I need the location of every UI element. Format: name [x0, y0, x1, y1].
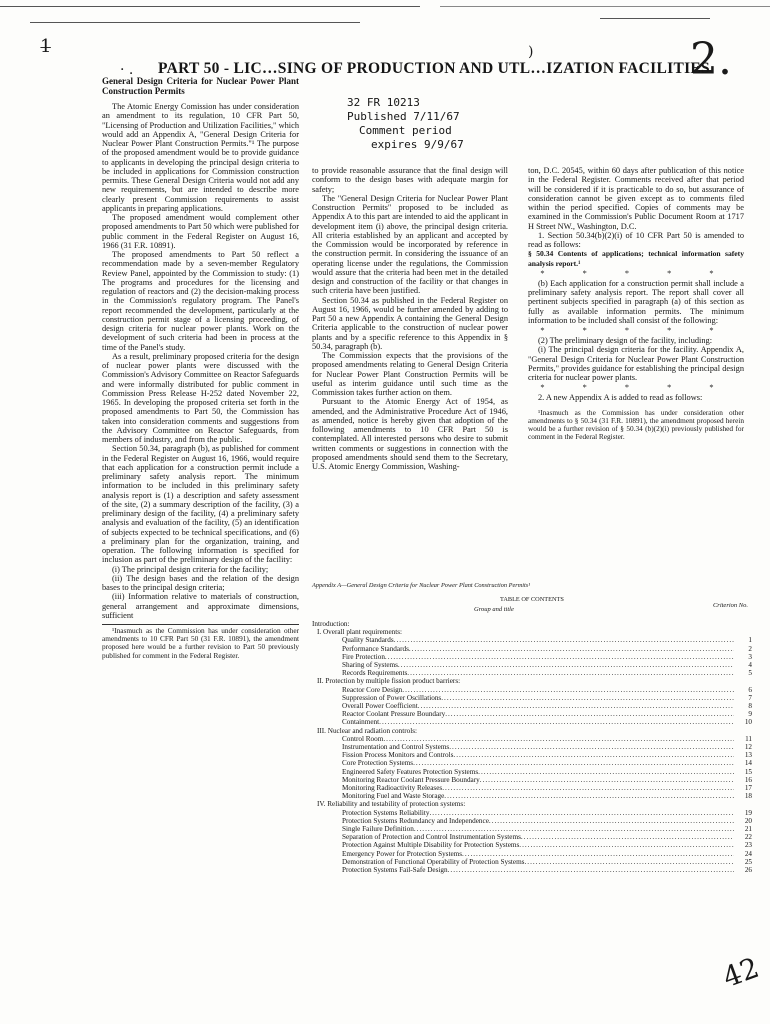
stamp-line: Published 7/11/67	[347, 110, 460, 123]
toc-row-label: Single Failure Definition	[342, 825, 414, 834]
toc-row-leader	[398, 661, 734, 669]
header-leader: · .	[120, 62, 134, 78]
toc-row-number: 8	[748, 702, 752, 711]
toc-row-leader	[524, 858, 734, 866]
toc-title: TABLE OF CONTENTS	[500, 596, 564, 603]
toc-row-leader	[444, 792, 734, 800]
paragraph: 1. Section 50.34(b)(2)(i) of 10 CFR Part 50 is amended to read as follows:	[528, 230, 744, 249]
toc-row	[312, 677, 752, 685]
paragraph: The proposed amendments to Part 50 reflect a recommendation made by a seven-member Regulatory Review Panel, appointed by the Commission to study: (1) The programs and procedures for the licensing and regulation of reactors and (2) the decision-making process in the Commission's regulatory program. The Panel's report recommended the development, particularly at the construction permit stage of a licensing proceeding, of design criteria for nuclear power plants. Work on the development of such criteria had been in process at the time of the Panel's study.	[102, 250, 299, 352]
stamp-line: Comment period	[359, 124, 452, 137]
toc-row-number	[734, 628, 752, 636]
toc-row-label: Core Protection Systems	[342, 759, 414, 768]
toc-row-number: 20	[744, 816, 752, 825]
toc-row-label: Reactor Core Design	[342, 685, 403, 694]
ellipsis-stars: * * * * *	[540, 383, 732, 393]
section-heading: § 50.34 Contents of applications; technical information safety analysis report.¹	[528, 249, 744, 268]
toc-row-number: 14	[744, 759, 752, 768]
toc-row-label: Sharing of Systems	[342, 661, 398, 670]
toc-row-number: 10	[744, 718, 752, 727]
toc-row-label: IV. Reliability and testability of protection systems:	[317, 800, 466, 809]
handwritten-left-mark: 1̶	[40, 36, 52, 57]
paragraph: Pursuant to the Atomic Energy Act of 1954, as amended, and the Administrative Procedure Act of 1946, as amended, notice is hereby given that adoption of the following amendments to 10 CFR Part 50 is contemplated. All interested persons who desire to submit written comments or suggestions in connection with the proposed amendments should send them to the Secretary, U.S. Atomic Energy Commission, Washing-	[312, 397, 508, 471]
toc-row-leader	[394, 636, 734, 644]
toc-row	[312, 850, 752, 858]
stamp-line: expires 9/9/67	[371, 138, 464, 151]
toc-row-number: 5	[748, 669, 752, 678]
toc-row-number	[734, 620, 752, 628]
toc-row-label: Engineered Safety Features Protection Systems	[342, 767, 479, 776]
toc-row-label: Fire Protection	[342, 652, 385, 661]
toc-row	[312, 833, 752, 841]
top-rule-3	[600, 18, 710, 19]
toc-row-leader	[442, 784, 734, 792]
toc-row	[312, 727, 752, 735]
toc-row-number: 17	[744, 784, 752, 793]
paragraph: The "General Design Criteria for Nuclear Power Plant Construction Permits" proposed to be included as Appendix A to this part are intended to aid the applicant in development item (i) above, the principal design criteria. All criteria established by an applicant and accepted by the Commission would be incorporated by reference in the construction permit. In considering the issuance of an operating license under the regulations, the Commission would assure that the criteria had been met in the detailed design and construction of the facility or that changes in such criteria have been justified.	[312, 193, 508, 296]
appendix-title: Appendix A—General Design Criteria for Nuclear Power Plant Construction Permits¹	[312, 582, 531, 589]
toc-row-leader	[478, 768, 734, 776]
toc-row-label: Control Room	[342, 734, 384, 743]
toc-row	[312, 817, 752, 825]
footnote: ¹Inasmuch as the Commission has under consideration other amendments to § 50.34 (31 F.R. 10891), the amendment proposed herein would be a further revision of § 50.34 (b)(2)(i) previously published for comment in the Federal Register.	[528, 407, 744, 442]
top-rule-2	[30, 22, 360, 23]
toc-row-label: Demonstration of Functional Operability of Protection Systems	[342, 857, 525, 866]
toc-row-leader	[402, 686, 734, 694]
toc-row-leader	[462, 850, 734, 858]
toc-row-number: 1	[748, 636, 752, 645]
toc-row-label: Monitoring Radioactivity Releases	[342, 784, 443, 793]
toc-row	[312, 702, 752, 710]
toc-row-number: 15	[744, 767, 752, 776]
toc-row-label: Instrumentation and Control Systems	[342, 743, 450, 752]
toc-row-leader	[453, 751, 734, 759]
toc-row-leader	[489, 817, 734, 825]
toc-row-leader	[519, 841, 734, 849]
toc-row	[312, 866, 752, 874]
toc-row	[312, 759, 752, 767]
paragraph: (iii) Information relative to materials of construction, general arrangement and approximate dimensions, sufficient	[102, 592, 299, 620]
paragraph: The proposed amendment would complement other proposed amendments to Part 50 which were published for public comment in the Federal Register on August 16, 1966 (31 F.R. 10891).	[102, 213, 299, 250]
toc-row-leader	[385, 653, 734, 661]
toc-row-label: Reactor Coolant Pressure Boundary	[342, 710, 446, 719]
toc-row-number: 13	[744, 751, 752, 760]
toc-row-number: 9	[748, 710, 752, 719]
toc-row-number: 21	[744, 825, 752, 834]
toc-row-leader	[445, 710, 734, 718]
toc-row-leader	[441, 694, 734, 702]
toc-row-leader	[407, 669, 734, 677]
toc-row-label: II. Protection by multiple fission product barriers:	[317, 677, 461, 686]
toc-row-leader	[480, 776, 734, 784]
column-3	[528, 166, 744, 441]
toc-row-leader	[379, 718, 734, 726]
toc-row	[312, 645, 752, 653]
toc-criterion-head: Criterion No.	[712, 602, 748, 609]
column-1	[102, 76, 299, 660]
toc-row-number: 18	[744, 792, 752, 801]
ellipsis-stars: * * * * *	[540, 326, 732, 335]
toc-row-number: 6	[748, 685, 752, 694]
toc-row-number: 24	[744, 849, 752, 858]
toc-row	[312, 768, 752, 776]
toc-row-number	[734, 727, 752, 735]
toc-row	[312, 743, 752, 751]
toc-row-number: 22	[744, 833, 752, 842]
table-of-contents	[312, 620, 752, 874]
toc-row-label: Protection Against Multiple Disability for Protection Systems	[342, 841, 520, 850]
toc-row-number	[734, 800, 752, 808]
paragraph: As a result, preliminary proposed criteria for the design of nuclear power plants were discussed with the Commission's Advisory Committee on Reactor Safeguards and were informally distributed for public comment in Commission Press Release H-252 dated November 22, 1965. In developing the proposed criteria set forth in the proposed amendments to Part 50, the Commission has taken into consideration comments and suggestions from the Advisory Committee on Reactor Safeguards, from members of industry, and from the public.	[102, 351, 299, 444]
toc-row-leader	[418, 702, 734, 710]
toc-row	[312, 809, 752, 817]
toc-row	[312, 792, 752, 800]
toc-row-leader	[383, 735, 734, 743]
toc-row-label: Records Requirements	[342, 669, 408, 678]
toc-row	[312, 710, 752, 718]
toc-row-number: 12	[744, 743, 752, 752]
toc-row	[312, 661, 752, 669]
toc-row-label: Emergency Power for Protection Systems	[342, 849, 463, 858]
toc-row-label: Protection Systems Reliability	[342, 808, 430, 817]
footnote: ¹Inasmuch as the Commission has under consideration other amendments to 10 CFR Part 50 (31 F.R. 10891), the amendment proposed here would be a further revision to Part 50 previously published for comment in the Federal Register.	[102, 626, 299, 660]
toc-row	[312, 694, 752, 702]
toc-row-leader	[449, 743, 734, 751]
top-rule-right	[440, 6, 770, 7]
paragraph: The Commission expects that the provisions of the proposed amendments relating to General Design Criteria for Nuclear Power Plant Construction Permits will be useful as interim guidance until such time as the Commission takes further action on them.	[312, 351, 508, 397]
toc-row-number: 23	[744, 841, 752, 850]
toc-row-label: Monitoring Fuel and Waste Storage	[342, 792, 445, 801]
paragraph: 2. A new Appendix A is added to read as follows:	[538, 393, 703, 403]
toc-row-label: Containment	[342, 718, 380, 727]
toc-row-leader	[409, 645, 734, 653]
paragraph: to provide reasonable assurance that the final design will conform to the design bases with adequate margin for safety;	[312, 166, 508, 194]
toc-row-label: Protection Systems Fail-Safe Design	[342, 866, 448, 875]
toc-row-leader	[448, 866, 734, 874]
paragraph: Section 50.34, paragraph (b), as published for comment in the Federal Register on August 16, 1966, would require that each application for a construction permit include a preliminary safety analysis report. The minimum information to be included in this preliminary safety analysis report is (1) a description and safety assessment of the site, (2) a summary description of the facility, (3) a preliminary design of the facility, (4) a preliminary safety analysis and evaluation of the facility, (5) an identification of subjects expected to be technical specifications, and (6) a preliminary plan for the organization, training, and operation. The following information is specified for inclusion as part of the preliminary design of the facility:	[102, 444, 299, 565]
toc-row-label: Performance Standards	[342, 644, 409, 653]
toc-row	[312, 653, 752, 661]
toc-row	[312, 800, 752, 808]
ellipsis-stars: * * * * *	[540, 268, 732, 278]
toc-row-label: Monitoring Reactor Coolant Pressure Boundary	[342, 775, 480, 784]
toc-row-number: 16	[744, 775, 752, 784]
column-2	[312, 166, 508, 471]
toc-row	[312, 636, 752, 644]
publication-stamp	[347, 96, 464, 152]
toc-row-number: 7	[748, 693, 752, 702]
toc-row-label: Overall Power Coefficient	[342, 702, 418, 711]
toc-row	[312, 686, 752, 694]
handwritten-page-number: 2.	[690, 34, 732, 85]
toc-row-label: Protection Systems Redundancy and Independence	[342, 816, 489, 825]
toc-group-head: Group and title	[474, 606, 514, 613]
top-rule-left	[0, 6, 420, 7]
toc-row	[312, 825, 752, 833]
toc-row-leader	[521, 833, 734, 841]
paragraph: The Atomic Energy Comission has under consideration an amendment to its regulation, 10 CFR Part 50, "Licensing of Production and Utilization Facilities," which would add an Appendix A, "General Design Criteria for Nuclear Power Plant Construction Permits."¹ The purpose of the proposed amendment would be to provide guidance to applicants in developing the principal design criteria to be included in applications for Commission construction permits. These General Design Criteria would not add any new requirements, but are intended to describe more clearly present Commission requirements to assist applicants in preparing applications.	[102, 102, 299, 213]
toc-row-leader	[413, 759, 734, 767]
toc-row-leader	[414, 825, 734, 833]
toc-row-label: Quality Standards	[342, 636, 394, 645]
toc-row-label: Suppression of Power Oscillations	[342, 693, 442, 702]
paragraph: (b) Each application for a construction permit shall include a preliminary safety analysis report. The report shall cover all pertinent subjects specified in paragraph (a) of this section as fully as available information permits. The minimum information to be included shall consist of the following:	[528, 278, 744, 325]
toc-row	[312, 841, 752, 849]
stamp-line: 32 FR 10213	[347, 96, 420, 109]
toc-row-number: 25	[744, 857, 752, 866]
toc-row-label: Introduction:	[312, 620, 350, 628]
toc-row-number	[734, 677, 752, 685]
toc-row	[312, 751, 752, 759]
toc-row	[312, 784, 752, 792]
toc-row	[312, 735, 752, 743]
toc-row-number: 4	[748, 661, 752, 670]
paragraph: (i) The principal design criteria for the facility;	[112, 564, 269, 574]
toc-row-leader	[429, 809, 734, 817]
toc-row-number: 3	[748, 652, 752, 661]
toc-row-label: III. Nuclear and radiation controls:	[317, 726, 417, 735]
paragraph: Section 50.34 as published in the Federal Register on August 16, 1966, would be further amended by adding to Part 50 a new Appendix A containing the General Design Criteria applicable to the construction of nuclear power plants and by a specific reference to this Appendix in § 50.34, paragraph (b).	[312, 295, 508, 351]
toc-row-number: 2	[748, 644, 752, 653]
toc-row	[312, 628, 752, 636]
toc-row-label: Separation of Protection and Control Instrumentation Systems	[342, 833, 521, 842]
page-header: PART 50 - LIC…SING OF PRODUCTION AND UTL…IZATION FACILITIES	[158, 60, 710, 77]
toc-row	[312, 776, 752, 784]
toc-row-number: 11	[745, 734, 752, 743]
toc-row	[312, 718, 752, 726]
handwritten-top-mark: )	[528, 44, 534, 60]
paragraph: (ii) The design bases and the relation of the design bases to the principal design criteria;	[102, 573, 299, 592]
toc-row-label: I. Overall plant requirements:	[317, 628, 403, 637]
toc-row	[312, 669, 752, 677]
toc-row-number: 26	[744, 866, 752, 875]
paragraph: (i) The principal design criteria for the facility. Appendix A, "General Design Criteria for Nuclear Power Plant Construction Permits," provides guidance for establishing the principal design criteria for nuclear power plants.	[528, 345, 744, 382]
toc-row-number: 19	[744, 808, 752, 817]
toc-row	[312, 620, 752, 628]
toc-row	[312, 858, 752, 866]
paragraph: (2) The preliminary design of the facility, including:	[538, 336, 713, 345]
handwritten-margin-number: 42	[718, 950, 764, 995]
section-title: General Design Criteria for Nuclear Power Plant Construction Permits	[102, 76, 299, 96]
toc-row-label: Fission Process Monitors and Controls	[342, 751, 454, 760]
paragraph: ton, D.C. 20545, within 60 days after publication of this notice in the Federal Register. Comments received after that period will be considered if it is practicable to do so, but assurance of consideration cannot be given except as to comments filed within the period specified. Copies of comments may be examined in the Commission's Public Document Room at 1717 H Street NW., Washington, D.C.	[528, 166, 744, 231]
